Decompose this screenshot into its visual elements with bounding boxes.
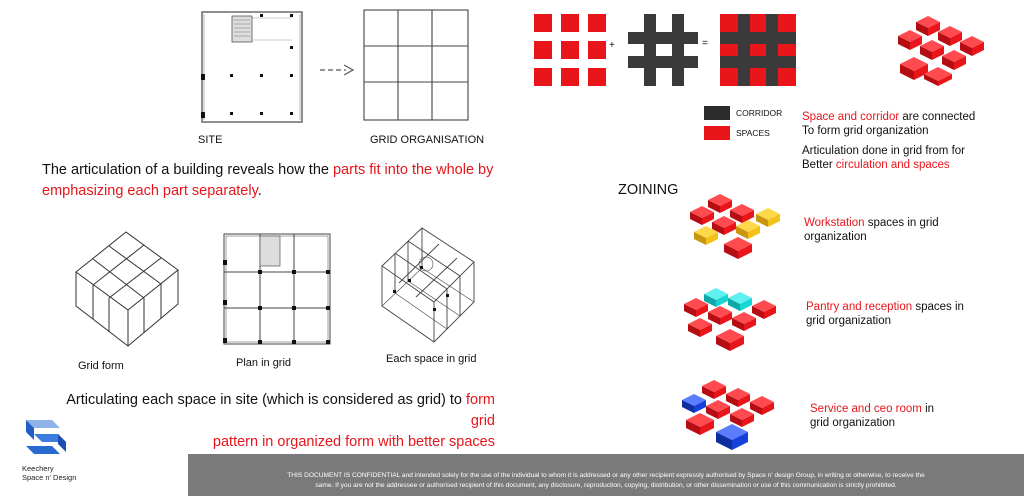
zoning-item-line-2: grid organization [806,315,892,327]
plan-in-grid-caption: Plan in grid [236,357,292,369]
note-articulation [802,144,1002,172]
equals-sign: = [702,38,708,49]
keechery-logo-icon [22,418,70,460]
articulating-red-1: form grid [466,392,495,429]
logo-name: Keechery [22,464,54,473]
footer-line-2: same. If you are not the addressee or authorised recipient of this document, any disclosure, reproduction, copying, distribution, or other dissemination or use of this communication is strictly prohibited. [315,481,897,489]
corridor-bar [672,14,684,86]
articulation-suffix: . [257,183,262,199]
zoning-item-red: Service and ceo room [810,403,922,415]
note-articulation-red: circulation and spaces [835,159,950,171]
logo-text [22,464,76,482]
zoning-title: ZOINING [618,182,679,198]
grid-organisation-caption: GRID ORGANISATION [370,134,485,146]
note-connected [802,110,1002,138]
spaces-swatch [704,126,730,140]
zoning-item-line-2: organization [804,231,867,243]
corridor-bar [720,56,796,68]
articulating-red-2: pattern in organized form with better spaces [212,434,495,450]
zoning-item-red: Workstation [804,217,865,229]
corridor-bar [628,32,698,44]
corridor-bar [720,32,796,44]
corridor-bar [628,56,698,68]
zoning-item-rest: in [921,403,935,415]
confidentiality-footer [188,454,1024,496]
service-ceo-blocks [680,380,780,452]
site-caption: SITE [198,134,223,146]
grid-form-sketch [70,228,182,350]
note-connected-rest: are connected [899,111,976,123]
arrow-icon [320,64,356,76]
articulating-line-1: Articulating each space in site (which is considered as grid) to [66,392,466,408]
articulating-statement [40,390,495,453]
corridor-swatch [704,106,730,120]
spaces-legend-label: SPACES [736,128,770,138]
spaces-block-grid [534,14,606,86]
note-connected-red: Space and corridor [802,111,900,123]
space-block [561,68,579,86]
space-block [534,41,552,59]
isometric-red-blocks [892,14,992,86]
space-block [534,14,552,32]
articulation-statement [42,160,512,202]
articulation-red-1: parts fit into the whole by [332,162,494,178]
site-plan-sketch [196,10,308,128]
corridor-legend-label: CORRIDOR [736,108,783,118]
corridor-bar [766,14,778,86]
corridor-hash [628,14,698,86]
note-connected-line-2: To form grid organization [802,125,929,137]
space-block [588,14,606,32]
zoning-item-service [810,402,1010,430]
pantry-reception-blocks [682,288,782,352]
space-block [534,68,552,86]
zoning-item-rest: spaces in [912,301,964,313]
zoning-item-workstation [804,216,1004,244]
space-block [561,41,579,59]
corridor-bar [738,14,750,86]
space-block [588,41,606,59]
footer-line-1: THIS DOCUMENT IS CONFIDENTIAL and intended solely for the use of the individual to whom it is addressed or any other recipient expressly authorised by Space n' design Group, in writing or otherwise, to receive the [287,472,925,479]
articulation-red-2: emphasizing each part separately [42,183,258,199]
space-block [561,14,579,32]
zoning-item-red: Pantry and reception [806,301,913,313]
plus-sign: + [609,40,615,51]
space-block [588,68,606,86]
plan-in-grid-sketch [222,232,332,348]
grid-organisation-sketch [362,8,470,124]
note-articulation-prefix: Better [802,159,836,171]
note-articulation-line-1: Articulation done in grid from for [802,145,965,157]
grid-form-caption: Grid form [78,360,124,372]
each-space-caption: Each space in grid [386,353,477,365]
zoning-item-line-2: grid organization [810,417,896,429]
logo-tagline: Space n' Design [22,473,77,482]
combined-grid [720,14,796,86]
articulation-prefix: The articulation of a building reveals how the [42,162,333,178]
each-space-sketch [378,224,478,344]
workstation-blocks [686,194,786,260]
zoning-item-rest: spaces in grid [864,217,939,229]
corridor-bar [644,14,656,86]
zoning-item-pantry [806,300,1006,328]
